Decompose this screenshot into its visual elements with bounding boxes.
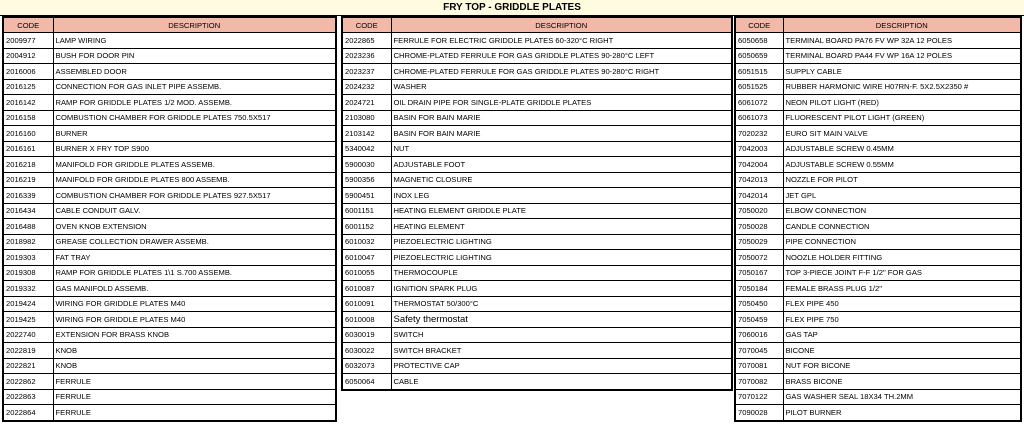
part-code: 2016125 <box>3 79 53 95</box>
part-description: MANIFOLD FOR GRIDDLE PLATES 800 ASSEMB. <box>53 172 336 188</box>
part-code: 2022821 <box>3 358 53 374</box>
description-header: DESCRIPTION <box>783 17 1021 33</box>
table-row <box>3 405 336 421</box>
part-code: 2016488 <box>3 219 53 235</box>
part-description: NEON PILOT LIGHT (RED) <box>783 95 1021 111</box>
part-description: HEATING ELEMENT GRIDDLE PLATE <box>391 203 732 219</box>
part-code: 2016142 <box>3 95 53 111</box>
part-code: 2024232 <box>342 79 391 95</box>
part-description: FERRULE <box>53 389 336 405</box>
part-code: 6010091 <box>342 296 391 312</box>
part-code: 7070122 <box>735 389 783 405</box>
part-code: 2016339 <box>3 188 53 204</box>
part-description: NUT <box>391 141 732 157</box>
part-description: GAS TAP <box>783 327 1021 343</box>
part-code: 2022819 <box>3 343 53 359</box>
part-description: BICONE <box>783 343 1021 359</box>
part-description: PILOT BURNER <box>783 405 1021 421</box>
table-row <box>735 389 1021 405</box>
part-description: EURO SIT MAIN VALVE <box>783 126 1021 142</box>
part-code: 7042003 <box>735 141 783 157</box>
part-code: 2022863 <box>3 389 53 405</box>
part-description: TERMINAL BOARD PA76 FV WP 32A 12 POLES <box>783 33 1021 49</box>
part-description: PIPE CONNECTION <box>783 234 1021 250</box>
part-code: 7042013 <box>735 172 783 188</box>
part-description: ADJUSTABLE SCREW 0.55MM <box>783 157 1021 173</box>
table-row <box>3 48 336 64</box>
part-code: 2009977 <box>3 33 53 49</box>
table-row <box>3 343 336 359</box>
table-row <box>735 281 1021 297</box>
part-description: CHROME-PLATED FERRULE FOR GAS GRIDDLE PLATES 90-280°C LEFT <box>391 48 732 64</box>
table-row <box>735 95 1021 111</box>
table-row <box>735 126 1021 142</box>
part-code: 7042014 <box>735 188 783 204</box>
table-row <box>342 110 732 126</box>
part-code: 2016434 <box>3 203 53 219</box>
table-row <box>735 234 1021 250</box>
description-header: DESCRIPTION <box>53 17 336 33</box>
part-code: 2019332 <box>3 281 53 297</box>
table-row <box>3 234 336 250</box>
table-row <box>735 312 1021 328</box>
part-description: ADJUSTABLE FOOT <box>391 157 732 173</box>
table-row <box>342 203 732 219</box>
part-description: SUPPLY CABLE <box>783 64 1021 80</box>
parts-table-1 <box>2 16 337 422</box>
table-row <box>735 141 1021 157</box>
table-row <box>735 296 1021 312</box>
part-code: 2103142 <box>342 126 391 142</box>
part-description: COMBUSTION CHAMBER FOR GRIDDLE PLATES 927.5X517 <box>53 188 336 204</box>
part-description: FLEX PIPE 450 <box>783 296 1021 312</box>
part-description: FLEX PIPE 750 <box>783 312 1021 328</box>
part-code: 2016218 <box>3 157 53 173</box>
table-row <box>342 358 732 374</box>
part-code: 2016161 <box>3 141 53 157</box>
part-code: 2022864 <box>3 405 53 421</box>
table-row <box>735 188 1021 204</box>
part-description: INOX LEG <box>391 188 732 204</box>
table-row <box>735 327 1021 343</box>
description-header: DESCRIPTION <box>391 17 732 33</box>
part-description: LAMP WIRING <box>53 33 336 49</box>
table-row <box>3 33 336 49</box>
part-description: NOOZLE HOLDER FITTING <box>783 250 1021 266</box>
part-description: KNOB <box>53 343 336 359</box>
table-row <box>735 79 1021 95</box>
part-description: CABLE <box>391 374 732 390</box>
part-code: 6050659 <box>735 48 783 64</box>
table-row <box>3 126 336 142</box>
part-code: 7050167 <box>735 265 783 281</box>
table-header-row <box>3 17 336 33</box>
part-description: FAT TRAY <box>53 250 336 266</box>
parts-tables <box>0 16 1024 432</box>
table-row <box>342 157 732 173</box>
table-row <box>3 95 336 111</box>
part-code: 6010032 <box>342 234 391 250</box>
part-code: 7042004 <box>735 157 783 173</box>
table-row <box>735 48 1021 64</box>
part-code: 7090028 <box>735 405 783 421</box>
part-code: 6001152 <box>342 219 391 235</box>
part-description: Safety thermostat <box>391 312 732 328</box>
part-description: RUBBER HARMONIC WIRE H07RN-F. 5X2.5X2350 # <box>783 79 1021 95</box>
part-code: 2023237 <box>342 64 391 80</box>
part-description: CHROME-PLATED FERRULE FOR GAS GRIDDLE PLATES 90-280°C RIGHT <box>391 64 732 80</box>
part-code: 6032073 <box>342 358 391 374</box>
part-description: BASIN FOR BAIN MARIE <box>391 126 732 142</box>
table-row <box>3 296 336 312</box>
table-row <box>735 405 1021 421</box>
part-code: 6010055 <box>342 265 391 281</box>
part-description: CONNECTION FOR GAS INLET PIPE ASSEMB. <box>53 79 336 95</box>
part-code: 2016160 <box>3 126 53 142</box>
table-row <box>342 234 732 250</box>
table-row <box>735 358 1021 374</box>
table-header-row <box>342 17 732 33</box>
parts-table-2 <box>341 16 733 391</box>
part-description: FERRULE <box>53 374 336 390</box>
part-code: 2022865 <box>342 33 391 49</box>
part-description: WIRING FOR GRIDDLE PLATES M40 <box>53 296 336 312</box>
part-description: BURNER X FRY TOP S900 <box>53 141 336 157</box>
part-description: NUT FOR BICONE <box>783 358 1021 374</box>
code-header: CODE <box>342 17 391 33</box>
table-row <box>3 64 336 80</box>
table-row <box>342 296 732 312</box>
table-row <box>3 374 336 390</box>
table-row <box>3 250 336 266</box>
part-description: CANDLE CONNECTION <box>783 219 1021 235</box>
part-code: 5900030 <box>342 157 391 173</box>
table-header-row <box>735 17 1021 33</box>
part-description: EXTENSION FOR BRASS KNOB <box>53 327 336 343</box>
table-row <box>342 95 732 111</box>
part-code: 2004912 <box>3 48 53 64</box>
part-code: 6051515 <box>735 64 783 80</box>
table-row <box>3 141 336 157</box>
table-row <box>342 188 732 204</box>
part-code: 2019303 <box>3 250 53 266</box>
table-row <box>3 110 336 126</box>
part-description: NOZZLE FOR PILOT <box>783 172 1021 188</box>
part-code: 7050020 <box>735 203 783 219</box>
table-row <box>735 64 1021 80</box>
part-code: 2103080 <box>342 110 391 126</box>
part-description: BASIN FOR BAIN MARIE <box>391 110 732 126</box>
table-row <box>735 374 1021 390</box>
part-code: 6001151 <box>342 203 391 219</box>
code-header: CODE <box>3 17 53 33</box>
table-row <box>3 312 336 328</box>
table-row <box>3 265 336 281</box>
part-description: ADJUSTABLE SCREW 0.45MM <box>783 141 1021 157</box>
part-code: 5340042 <box>342 141 391 157</box>
part-code: 6051525 <box>735 79 783 95</box>
table-row <box>735 219 1021 235</box>
parts-table-3 <box>734 16 1022 422</box>
part-code: 6010087 <box>342 281 391 297</box>
table-row <box>342 374 732 390</box>
table-row <box>735 203 1021 219</box>
table-row <box>342 327 732 343</box>
part-code: 6030022 <box>342 343 391 359</box>
part-description: ELBOW CONNECTION <box>783 203 1021 219</box>
table-row <box>342 33 732 49</box>
table-row <box>735 172 1021 188</box>
table-row <box>3 327 336 343</box>
part-code: 5900356 <box>342 172 391 188</box>
part-description: HEATING ELEMENT <box>391 219 732 235</box>
part-description: FEMALE BRASS PLUG 1/2" <box>783 281 1021 297</box>
part-description: OVEN KNOB EXTENSION <box>53 219 336 235</box>
table-row <box>735 157 1021 173</box>
table-row <box>3 157 336 173</box>
part-code: 2023236 <box>342 48 391 64</box>
part-description: TERMINAL BOARD PA44 FV WP 16A 12 POLES <box>783 48 1021 64</box>
code-header: CODE <box>735 17 783 33</box>
table-row <box>735 250 1021 266</box>
table-row <box>342 343 732 359</box>
part-description: MANIFOLD FOR GRIDDLE PLATES ASSEMB. <box>53 157 336 173</box>
part-code: 6050658 <box>735 33 783 49</box>
part-code: 2022862 <box>3 374 53 390</box>
table-row <box>342 126 732 142</box>
table-row <box>342 250 732 266</box>
page-title: FRY TOP - GRIDDLE PLATES <box>0 0 1024 16</box>
table-row <box>3 219 336 235</box>
part-description: RAMP FOR GRIDDLE PLATES 1\1 S.700 ASSEMB. <box>53 265 336 281</box>
part-description: JET GPL <box>783 188 1021 204</box>
part-code: 2019308 <box>3 265 53 281</box>
part-code: 6061073 <box>735 110 783 126</box>
part-code: 6010047 <box>342 250 391 266</box>
part-description: BUSH FOR DOOR PIN <box>53 48 336 64</box>
part-description: IGNITION SPARK PLUG <box>391 281 732 297</box>
part-description: PIEZOELECTRIC LIGHTING <box>391 250 732 266</box>
part-code: 2016219 <box>3 172 53 188</box>
part-code: 2022740 <box>3 327 53 343</box>
table-row <box>342 281 732 297</box>
part-description: CABLE CONDUIT GALV. <box>53 203 336 219</box>
part-description: BURNER <box>53 126 336 142</box>
part-description: ASSEMBLED DOOR <box>53 64 336 80</box>
table-row <box>3 188 336 204</box>
part-description: PIEZOELECTRIC LIGHTING <box>391 234 732 250</box>
table-row <box>735 110 1021 126</box>
part-description: GAS WASHER SEAL 18X34 TH.2MM <box>783 389 1021 405</box>
part-description: THERMOSTAT 50/300°C <box>391 296 732 312</box>
part-code: 7070082 <box>735 374 783 390</box>
part-code: 7050184 <box>735 281 783 297</box>
part-code: 6050064 <box>342 374 391 390</box>
table-row <box>342 312 732 328</box>
table-row <box>342 265 732 281</box>
table-row <box>3 203 336 219</box>
part-description: OIL DRAIN PIPE FOR SINGLE-PLATE GRIDDLE PLATES <box>391 95 732 111</box>
table-row <box>3 389 336 405</box>
part-code: 7050450 <box>735 296 783 312</box>
part-code: 6030019 <box>342 327 391 343</box>
part-code: 5900451 <box>342 188 391 204</box>
part-description: FERRULE FOR ELECTRIC GRIDDLE PLATES 60-320°C RIGHT <box>391 33 732 49</box>
table-row <box>342 64 732 80</box>
part-code: 7060016 <box>735 327 783 343</box>
part-description: MAGNETIC CLOSURE <box>391 172 732 188</box>
part-description: PROTECTIVE CAP <box>391 358 732 374</box>
part-code: 2019425 <box>3 312 53 328</box>
part-code: 7070045 <box>735 343 783 359</box>
part-description: GREASE COLLECTION DRAWER ASSEMB. <box>53 234 336 250</box>
part-code: 2016158 <box>3 110 53 126</box>
table-row <box>342 219 732 235</box>
table-row <box>3 172 336 188</box>
part-code: 7020232 <box>735 126 783 142</box>
part-description: BRASS BICONE <box>783 374 1021 390</box>
part-description: WASHER <box>391 79 732 95</box>
part-description: THERMOCOUPLE <box>391 265 732 281</box>
table-row <box>342 172 732 188</box>
part-code: 7050028 <box>735 219 783 235</box>
part-code: 2018982 <box>3 234 53 250</box>
table-row <box>342 141 732 157</box>
part-description: FLUORESCENT PILOT LIGHT (GREEN) <box>783 110 1021 126</box>
part-code: 7070081 <box>735 358 783 374</box>
part-description: COMBUSTION CHAMBER FOR GRIDDLE PLATES 750.5X517 <box>53 110 336 126</box>
part-code: 7050459 <box>735 312 783 328</box>
part-description: SWITCH BRACKET <box>391 343 732 359</box>
table-row <box>3 79 336 95</box>
part-description: GAS MANIFOLD ASSEMB. <box>53 281 336 297</box>
part-description: TOP 3-PIECE JOINT F-F 1/2" FOR GAS <box>783 265 1021 281</box>
table-row <box>3 281 336 297</box>
part-code: 2024721 <box>342 95 391 111</box>
table-row <box>3 358 336 374</box>
part-code: 2019424 <box>3 296 53 312</box>
table-row <box>342 48 732 64</box>
table-row <box>342 79 732 95</box>
part-code: 6010008 <box>342 312 391 328</box>
part-description: KNOB <box>53 358 336 374</box>
part-code: 7050029 <box>735 234 783 250</box>
table-row <box>735 33 1021 49</box>
table-row <box>735 343 1021 359</box>
part-description: RAMP FOR GRIDDLE PLATES 1/2 MOD. ASSEMB. <box>53 95 336 111</box>
table-row <box>735 265 1021 281</box>
part-description: SWITCH <box>391 327 732 343</box>
part-description: WIRING FOR GRIDDLE PLATES M40 <box>53 312 336 328</box>
part-code: 7050072 <box>735 250 783 266</box>
part-code: 2016006 <box>3 64 53 80</box>
part-code: 6061072 <box>735 95 783 111</box>
part-description: FERRULE <box>53 405 336 421</box>
